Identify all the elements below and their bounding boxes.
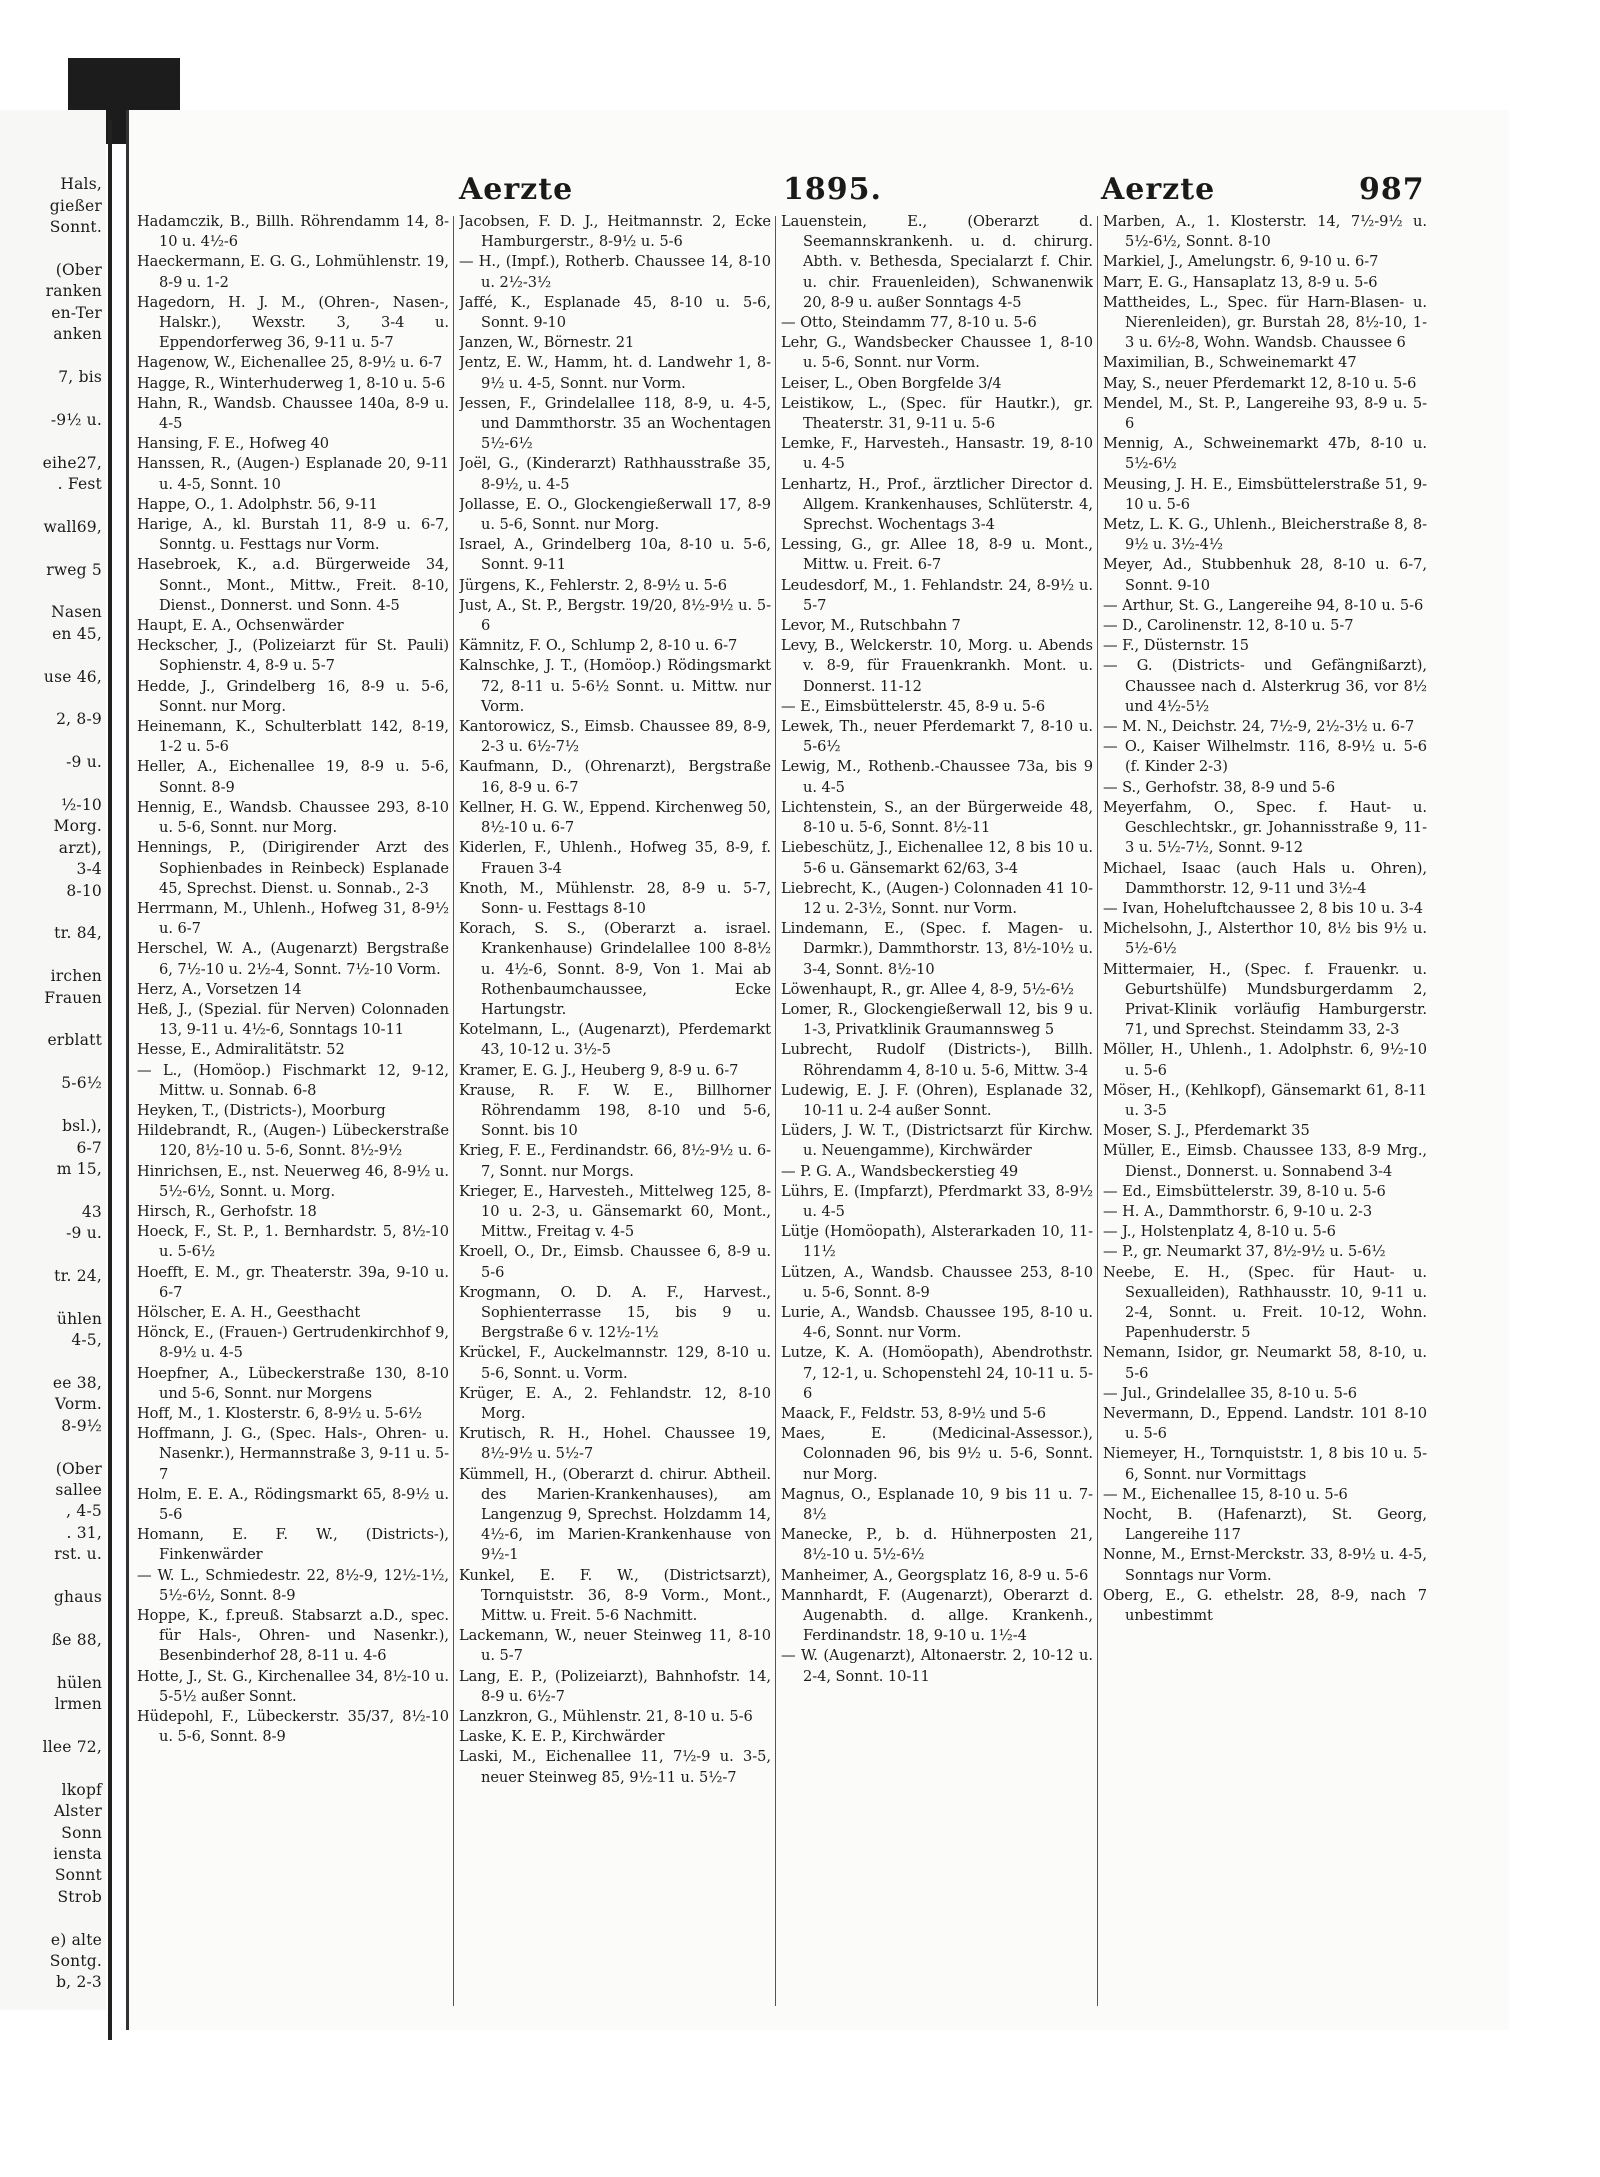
previous-page-fragment: b, 2-3 [56, 1973, 102, 1992]
directory-entry: — D., Carolinenstr. 12, 8-10 u. 5-7 [1103, 617, 1354, 635]
directory-entry: Kantorowicz, S., Eimsb. Chaussee 89, 8-9, 2-3 u. 6½-7½ [459, 718, 771, 756]
directory-entry: Markiel, J., Amelungstr. 6, 9-10 u. 6-7 [1103, 253, 1379, 271]
previous-page-fragment [0, 731, 102, 752]
previous-page-fragment: ranken [45, 282, 102, 301]
previous-page-fragment [0, 110, 102, 131]
directory-entry: Maack, F., Feldstr. 53, 8-9½ und 5-6 [781, 1404, 1046, 1422]
directory-entry: — Arthur, St. G., Langereihe 94, 8-10 u. 5-6 [1103, 596, 1424, 614]
previous-page-fragment: lrmen [54, 1695, 102, 1714]
previous-page-fragment [0, 1245, 102, 1266]
directory-entry: Kaufmann, D., (Ohrenarzt), Bergstraße 16, 8-9 u. 6-7 [459, 758, 771, 796]
directory-entry: — Jul., Grindelallee 35, 8-10 u. 5-6 [1103, 1384, 1358, 1402]
directory-entry: Laski, M., Eichenallee 11, 7½-9 u. 3-5, neuer Steinweg 85, 9½-11 u. 5½-7 [459, 1748, 771, 1786]
directory-entry: Kunkel, E. F. W., (Districtsarzt), Tornquiststr. 36, 8-9 Vorm., Mont., Mittw. u. Freit. 5-6 Nachmitt. [459, 1566, 771, 1625]
directory-entry: Möser, H., (Kehlkopf), Gänsemarkt 61, 8-11 u. 3-5 [1103, 1081, 1427, 1119]
directory-entry: — P., gr. Neumarkt 37, 8½-9½ u. 5-6½ [1103, 1243, 1386, 1261]
directory-entry: Hagenow, W., Eichenallee 25, 8-9½ u. 6-7 [137, 354, 443, 372]
directory-entry: Jollasse, E. O., Glockengießerwall 17, 8-9 u. 5-6, Sonnt. nur Morg. [459, 495, 771, 534]
directory-entry: Harige, A., kl. Burstah 11, 8-9 u. 6-7, Sonntg. u. Festtags nur Vorm. [137, 516, 449, 554]
previous-page-fragment: (Ober [55, 1459, 102, 1478]
directory-entry: Lackemann, W., neuer Steinweg 11, 8-10 u. 5-7 [459, 1627, 771, 1665]
previous-page-fragment: . Fest [57, 474, 102, 493]
directory-entry: — M. N., Deichstr. 24, 7½-9, 2½-3½ u. 6-7 [1103, 718, 1415, 736]
directory-entry: Hasebroek, K., a.d. Bürgerweide 34, Sonnt., Mont., Mittw., Freit. 8-10, Dienst., Donnerst. und Sonn. 4-5 [137, 556, 449, 614]
previous-page-fragment [0, 1715, 102, 1736]
previous-page-fragment: 43 [81, 1202, 102, 1221]
previous-page-fragment [0, 774, 102, 795]
directory-entry: Kümmell, H., (Oberarzt d. chirur. Abtheil. des Marien-Krankenhauses), am Langenzug 9, Sprechst. Holzdamm 14, 4½-6, im Marien-Krankenhause von 9½-1 [459, 1465, 771, 1564]
directory-entry: Lemke, F., Harvesteh., Hansastr. 19, 8-10 u. 4-5 [781, 435, 1093, 473]
directory-entry: Jacobsen, F. D. J., Heitmannstr. 2, Ecke Hamburgerstr., 8-9½ u. 5-6 [459, 213, 771, 251]
directory-entry: Hagge, R., Winterhuderweg 1, 8-10 u. 5-6 [137, 374, 446, 392]
previous-page-fragment: Nasen [51, 603, 102, 622]
directory-entry: Hesse, E., Admiralitätstr. 52 [137, 1041, 345, 1059]
previous-page-fragment: 6-7 [76, 1138, 102, 1157]
directory-entry: Lenhartz, H., Prof., ärztlicher Director d. Allgem. Krankenhauses, Schlüterstr. 4, Sprechst. Wochentags 3-4 [781, 475, 1093, 534]
directory-entry: Magnus, O., Esplanade 10, 9 bis 11 u. 7-8½ [781, 1485, 1093, 1523]
directory-entry: Hagedorn, H. J. M., (Ohren-, Nasen-, Halskr.), Wexstr. 3, 3-4 u. Eppendorferweg 36, 9-11 u. 5-7 [137, 293, 449, 352]
previous-page-fragment: (Ober [55, 260, 102, 279]
directory-entry: Hoff, M., 1. Klosterstr. 6, 8-9½ u. 5-6½ [137, 1404, 422, 1422]
previous-page-fragment: ½-10 [61, 796, 102, 814]
previous-page-fragment: ghaus [53, 1588, 102, 1607]
directory-entry: Lührs, E. (Impfarzt), Pferdmarkt 33, 8-9½ u. 4-5 [781, 1182, 1093, 1220]
directory-entry: Nemann, Isidor, gr. Neumarkt 58, 8-10, u. 5-6 [1103, 1344, 1427, 1382]
directory-entry: Krieger, E., Harvesteh., Mittelweg 125, 8-10 u. 2-3, u. Gänsemarkt 60, Mont., Mittw., Freitag v. 4-5 [459, 1182, 771, 1241]
previous-page-fragment: Sonn [61, 1823, 102, 1842]
previous-page-fragment [0, 1052, 102, 1073]
directory-entry: Janzen, W., Börnestr. 21 [459, 334, 635, 352]
directory-entry: — L., (Homöop.) Fischmarkt 12, 9-12, Mittw. u. Sonnab. 6-8 [137, 1061, 449, 1099]
previous-page-fragment: gießer [49, 196, 102, 215]
directory-entry: Lindemann, E., (Spec. f. Magen- u. Darmkr.), Dammthorstr. 13, 8½-10½ u. 3-4, Sonnt. 8½-10 [781, 920, 1093, 978]
directory-entry: Heß, J., (Spezial. für Nerven) Colonnaden 13, 9-11 u. 4½-6, Sonntags 10-11 [137, 1000, 449, 1039]
directory-entry: Just, A., St. P., Bergstr. 19/20, 8½-9½ u. 5-6 [459, 596, 771, 635]
previous-page-fragments [0, 110, 102, 1994]
previous-page-fragment: 8-10 [66, 881, 102, 900]
directory-entry: Nocht, B. (Hafenarzt), St. Georg, Langereihe 117 [1103, 1506, 1427, 1544]
previous-page-fragment [0, 902, 102, 923]
directory-entry: Müller, E., Eimsb. Chaussee 133, 8-9 Mrg., Dienst., Donnerst. u. Sonnabend 3-4 [1103, 1142, 1427, 1180]
previous-page-fragment: Sontg. [49, 1951, 102, 1970]
column-3 [781, 212, 1093, 2012]
column-4 [1103, 212, 1427, 2012]
previous-page-fragment [0, 1095, 102, 1116]
directory-entry: Michael, Isaac (auch Hals u. Ohren), Dammthorstr. 12, 9-11 und 3½-4 [1103, 859, 1427, 897]
directory-entry: Hanssen, R., (Augen-) Esplanade 20, 9-11 u. 4-5, Sonnt. 10 [137, 455, 449, 493]
column-divider [1097, 216, 1098, 2006]
directory-entry: Homann, E. F. W., (Districts-), Finkenwärder [137, 1526, 449, 1564]
directory-entry: Leudesdorf, M., 1. Fehlandstr. 24, 8-9½ u. 5-7 [781, 576, 1093, 614]
header-right-title: Aerzte [1101, 172, 1216, 207]
previous-page-fragment: e) alte [50, 1930, 102, 1949]
directory-entry: Kiderlen, F., Uhlenh., Hofweg 35, 8-9, f. Frauen 3-4 [459, 839, 771, 877]
directory-entry: Liebrecht, K., (Augen-) Colonnaden 41 10-12 u. 2-3½, Sonnt. nur Vorm. [781, 879, 1093, 917]
directory-entry: Mennig, A., Schweinemarkt 47b, 8-10 u. 5½-6½ [1103, 435, 1427, 473]
previous-page-fragment: rst. u. [54, 1545, 102, 1564]
directory-entry: — G. (Districts- und Gefängnißarzt), Chaussee nach d. Alsterkrug 36, vor 8½ und 4½-5½ [1103, 657, 1427, 715]
directory-entry: Lauenstein, E., (Oberarzt d. Seemannskrankenh. u. d. chirurg. Abth. v. Bethesda, Specialarzt f. Chir. u. chir. Frauenleiden), Schwanenwik 20, 8-9 u. außer Sonntags 4-5 [781, 213, 1093, 311]
page-number: 987 [1359, 172, 1425, 207]
previous-page-fragment: Sonnt [54, 1866, 102, 1885]
directory-entry: Krieg, F. E., Ferdinandstr. 66, 8½-9½ u. 6-7, Sonnt. nur Morgs. [459, 1142, 771, 1180]
directory-entry: Jentz, E. W., Hamm, ht. d. Landwehr 1, 8-9½ u. 4-5, Sonnt. nur Vorm. [459, 354, 771, 392]
directory-entry: — P. G. A., Wandsbeckerstieg 49 [781, 1162, 1019, 1180]
previous-page-fragment: ühlen [56, 1309, 102, 1328]
directory-entry: Herrmann, M., Uhlenh., Hofweg 31, 8-9½ u. 6-7 [137, 899, 449, 938]
previous-page-fragment: 7, bis [58, 367, 102, 386]
directory-entry: Levor, M., Rutschbahn 7 [781, 617, 961, 635]
directory-entry: Joël, G., (Kinderarzt) Rathhausstraße 35, 8-9½, u. 4-5 [459, 455, 771, 493]
previous-page-fragment: eihe27, [42, 453, 102, 472]
directory-entry: Lomer, R., Glockengießerwall 12, bis 9 u. 1-3, Privatklinik Graumannsweg 5 [781, 1000, 1093, 1039]
previous-page-fragment: hülen [56, 1673, 102, 1692]
directory-entry: Nonne, M., Ernst-Merckstr. 33, 8-9½ u. 4-5, Sonntags nur Vorm. [1103, 1546, 1427, 1584]
directory-entry: Kroell, O., Dr., Eimsb. Chaussee 6, 8-9 u. 5-6 [459, 1243, 771, 1281]
directory-entry: Maximilian, B., Schweinemarkt 47 [1103, 354, 1357, 372]
previous-page-fragment [0, 1566, 102, 1587]
directory-entry: Hedde, J., Grindelberg 16, 8-9 u. 5-6, Sonnt. nur Morg. [137, 677, 449, 715]
physician-listing [137, 212, 1427, 2012]
directory-entry: Marben, A., 1. Klosterstr. 14, 7½-9½ u. 5½-6½, Sonnt. 8-10 [1103, 213, 1427, 251]
previous-page-fragment: Alster [53, 1802, 102, 1821]
previous-page-fragment: -9½ u. [50, 410, 102, 429]
previous-page-fragment: Morg. [53, 817, 102, 836]
directory-entry: Manecke, P., b. d. Hühnerposten 21, 8½-10 u. 5½-6½ [781, 1526, 1093, 1564]
directory-entry: Hoffmann, J. G., (Spec. Hals-, Ohren- u. Nasenkr.), Hermannstraße 3, 9-11 u. 5-7 [137, 1425, 449, 1483]
directory-entry: Kellner, H. G. W., Eppend. Kirchenweg 50, 8½-10 u. 6-7 [459, 798, 771, 837]
directory-entry: Jürgens, K., Fehlerstr. 2, 8-9½ u. 5-6 [459, 576, 727, 594]
directory-entry: Hennings, P., (Dirigirender Arzt des Sophienbades in Reinbeck) Esplanade 45, Sprechst. Dienst. u. Sonnab., 2-3 [137, 839, 449, 897]
previous-page-fragment: irchen [50, 967, 102, 986]
previous-page-fragment [0, 131, 102, 152]
column-2 [459, 212, 771, 2012]
directory-entry: Kramer, E. G. J., Heuberg 9, 8-9 u. 6-7 [459, 1061, 739, 1079]
directory-entry: Leistikow, L., (Spec. für Hautkr.), gr. Theaterstr. 31, 9-11 u. 5-6 [781, 394, 1093, 433]
directory-entry: Knoth, M., Mühlenstr. 28, 8-9 u. 5-7, Sonn- u. Festtags 8-10 [459, 879, 771, 917]
previous-page-fragment: Hals, [60, 175, 102, 194]
previous-page-fragment [0, 153, 102, 174]
directory-entry: — Ed., Eimsbüttelerstr. 39, 8-10 u. 5-6 [1103, 1182, 1386, 1200]
previous-page-fragment: Sonnt. [49, 218, 102, 237]
previous-page-fragment: ee 38, [52, 1373, 102, 1392]
directory-entry: Lichtenstein, S., an der Bürgerweide 48, 8-10 u. 5-6, Sonnt. 8½-11 [781, 798, 1093, 837]
directory-entry: Leiser, L., Oben Borgfelde 3/4 [781, 374, 1002, 392]
previous-page-fragment: rweg 5 [46, 560, 102, 579]
directory-entry: Hinrichsen, E., nst. Neuerweg 46, 8-9½ u. 5½-6½, Sonnt. u. Morg. [137, 1162, 449, 1200]
previous-page-fragment: 4-5, [71, 1331, 102, 1350]
directory-entry: Hüdepohl, F., Lübeckerstr. 35/37, 8½-10 u. 5-6, Sonnt. 8-9 [137, 1708, 449, 1746]
previous-page-edge [0, 110, 106, 2010]
directory-entry: Hölscher, E. A. H., Geesthacht [137, 1303, 361, 1321]
directory-entry: Mannhardt, F. (Augenarzt), Oberarzt d. Augenabth. d. allge. Krankenh., Ferdinandstr. 18, 9-10 u. 1½-4 [781, 1586, 1093, 1645]
directory-entry: Lanzkron, G., Mühlenstr. 21, 8-10 u. 5-6 [459, 1708, 753, 1726]
directory-entry: Lurie, A., Wandsb. Chaussee 195, 8-10 u. 4-6, Sonnt. nur Vorm. [781, 1303, 1093, 1342]
directory-entry: — E., Eimsbüttelerstr. 45, 8-9 u. 5-6 [781, 697, 1046, 715]
previous-page-fragment [0, 645, 102, 666]
previous-page-fragment: ße 88, [51, 1630, 102, 1649]
directory-entry: Haeckermann, E. G. G., Lohmühlenstr. 19, 8-9 u. 1-2 [137, 253, 449, 291]
directory-entry: Krückel, F., Auckelmannstr. 129, 8-10 u. 5-6, Sonnt. u. Vorm. [459, 1344, 771, 1382]
directory-entry: Kämnitz, F. O., Schlump 2, 8-10 u. 6-7 [459, 637, 738, 655]
directory-entry: Lehr, G., Wandsbecker Chaussee 1, 8-10 u. 5-6, Sonnt. nur Vorm. [781, 334, 1093, 372]
directory-entry: Meyer, Ad., Stubbenhuk 28, 8-10 u. 6-7, Sonnt. 9-10 [1103, 556, 1427, 594]
previous-page-fragment: . 31, [66, 1523, 102, 1542]
header-left-title: Aerzte [459, 172, 574, 207]
previous-page-fragment: 3-4 [76, 860, 102, 879]
directory-entry: Kotelmann, L., (Augenarzt), Pferdemarkt 43, 10-12 u. 3½-5 [459, 1021, 771, 1059]
column-1 [137, 212, 449, 2012]
book-gutter [108, 120, 112, 2040]
column-divider [775, 216, 776, 2006]
directory-entry: Kalnschke, J. T., (Homöop.) Rödingsmarkt 72, 8-11 u. 5-6½ Sonnt. u. Mittw. nur Vorm. [459, 657, 771, 715]
directory-entry: Löwenhaupt, R., gr. Allee 4, 8-9, 5½-6½ [781, 980, 1074, 998]
previous-page-fragment [0, 581, 102, 602]
previous-page-fragment [0, 688, 102, 709]
directory-entry: Korach, S. S., (Oberarzt a. israel. Krankenhause) Grindelallee 100 8-8½ u. 4½-6, Sonnt. 8-9, Von 1. Mai ab Rothenbaumchaussee, Ecke Hartungstr. [459, 920, 771, 1018]
previous-page-fragment: iensta [53, 1844, 102, 1863]
previous-page-fragment [0, 1009, 102, 1030]
previous-page-fragment [0, 431, 102, 452]
directory-entry: Moser, S. J., Pferdemarkt 35 [1103, 1122, 1310, 1140]
directory-entry: Mattheides, L., Spec. für Harn-Blasen- u. Nierenleiden), gr. Burstah 28, 8½-10, 1-3 u. 6½-8, Wohn. Wandsb. Chaussee 6 [1103, 293, 1427, 352]
directory-entry: Jaffé, K., Esplanade 45, 8-10 u. 5-6, Sonnt. 9-10 [459, 293, 771, 332]
directory-entry: Heinemann, K., Schulterblatt 142, 8-19, 1-2 u. 5-6 [137, 718, 449, 756]
previous-page-fragment: Strob [57, 1887, 102, 1906]
directory-entry: Hennig, E., Wandsb. Chaussee 293, 8-10 u. 5-6, Sonnt. nur Morg. [137, 798, 449, 837]
previous-page-fragment: 8-9½ [61, 1416, 102, 1435]
directory-entry: Lewig, M., Rothenb.-Chaussee 73a, bis 9 u. 4-5 [781, 758, 1093, 796]
previous-page-fragment: use 46, [43, 667, 102, 686]
previous-page-fragment [0, 1437, 102, 1458]
directory-entry: Hirsch, R., Gerhofstr. 18 [137, 1202, 317, 1220]
directory-entry: Hoppe, K., f.preuß. Stabsarzt a.D., spec. für Hals-, Ohren- und Nasenkr.), Besenbinderhof 28, 8-11 u. 4-6 [137, 1607, 449, 1665]
directory-entry: — Ivan, Hoheluftchaussee 2, 8 bis 10 u. 3-4 [1103, 899, 1423, 917]
directory-entry: — F., Düsternstr. 15 [1103, 637, 1250, 655]
previous-page-fragment [0, 1758, 102, 1779]
previous-page-fragment [0, 388, 102, 409]
directory-entry: Jessen, F., Grindelallee 118, 8-9, u. 4-5, und Dammthorstr. 35 an Wochentagen 5½-6½ [459, 394, 771, 453]
previous-page-fragment [0, 238, 102, 259]
previous-page-fragment: en 45, [52, 624, 102, 643]
directory-entry: — S., Gerhofstr. 38, 8-9 und 5-6 [1103, 778, 1336, 796]
previous-page-fragment: llee 72, [42, 1737, 102, 1756]
directory-entry: Happe, O., 1. Adolphstr. 56, 9-11 [137, 495, 378, 513]
directory-entry: Ludewig, E. J. F. (Ohren), Esplanade 32, 10-11 u. 2-4 außer Sonnt. [781, 1081, 1093, 1119]
directory-page [126, 110, 1509, 2030]
directory-entry: Liebeschütz, J., Eichenallee 12, 8 bis 10 u. 5-6 u. Gänsemarkt 62/63, 3-4 [781, 839, 1093, 877]
directory-entry: Lützen, A., Wandsb. Chaussee 253, 8-10 u. 5-6, Sonnt. 8-9 [781, 1263, 1093, 1301]
directory-entry: Lutze, K. A. (Homöopath), Abendrothstr. 7, 12-1, u. Schopenstehl 24, 10-11 u. 5-6 [781, 1344, 1093, 1402]
directory-entry: Möller, H., Uhlenh., 1. Adolphstr. 6, 9½-10 u. 5-6 [1103, 1041, 1427, 1079]
directory-entry: May, S., neuer Pferdemarkt 12, 8-10 u. 5-6 [1103, 374, 1417, 392]
previous-page-fragment: 5-6½ [61, 1074, 102, 1093]
previous-page-fragment: erblatt [47, 1031, 102, 1050]
directory-entry: Herschel, W. A., (Augenarzt) Bergstraße 6, 7½-10 u. 2½-4, Sonnt. 7½-10 Vorm. [137, 940, 449, 978]
previous-page-fragment: , 4-5 [66, 1502, 102, 1521]
directory-entry: — O., Kaiser Wilhelmstr. 116, 8-9½ u. 5-6 (f. Kinder 2-3) [1103, 738, 1427, 776]
previous-page-fragment: bsl.), [62, 1117, 102, 1136]
previous-page-fragment [0, 1180, 102, 1201]
directory-entry: Metz, L. K. G., Uhlenh., Bleicherstraße 8, 8-9½ u. 3½-4½ [1103, 516, 1427, 554]
previous-page-fragment: 2, 8-9 [56, 710, 102, 729]
directory-entry: — M., Eichenallee 15, 8-10 u. 5-6 [1103, 1485, 1348, 1503]
directory-entry: Haupt, E. A., Ochsenwärder [137, 617, 344, 635]
directory-entry: — J., Holstenplatz 4, 8-10 u. 5-6 [1103, 1223, 1336, 1241]
previous-page-fragment [0, 345, 102, 366]
directory-entry: Neebe, E. H., (Spec. für Haut- u. Sexualleiden), Rathhausstr. 10, 9-11 u. 2-4, Sonnt. u. Freit. 10-12, Wohn. Papenhuderstr. 5 [1103, 1263, 1427, 1342]
directory-entry: Herz, A., Vorsetzen 14 [137, 980, 302, 998]
directory-entry: Heyken, T., (Districts-), Moorburg [137, 1101, 386, 1119]
directory-entry: Krause, R. F. W. E., Billhorner Röhrendamm 198, 8-10 und 5-6, Sonnt. bis 10 [459, 1081, 771, 1140]
previous-page-fragment: -9 u. [66, 1224, 102, 1243]
previous-page-fragment: Frauen [44, 988, 102, 1007]
directory-entry: Krutisch, R. H., Hohel. Chaussee 19, 8½-9½ u. 5½-7 [459, 1425, 771, 1463]
previous-page-fragment: anken [53, 325, 102, 344]
directory-entry: Michelsohn, J., Alsterthor 10, 8½ bis 9½ u. 5½-6½ [1103, 920, 1427, 958]
previous-page-fragment: sallee [55, 1481, 102, 1499]
directory-entry: Mittermaier, H., (Spec. f. Frauenkr. u. Geburtshülfe) Mundsburgerdamm 2, Privat-Klinik vorläufig Hamburgerstr. 71, und Sprechst. Steindamm 33, 2-3 [1103, 960, 1427, 1039]
directory-entry: Hahn, R., Wandsb. Chaussee 140a, 8-9 u. 4-5 [137, 394, 449, 433]
directory-entry: Laske, K. E. P., Kirchwärder [459, 1728, 665, 1746]
directory-entry: Manheimer, A., Georgsplatz 16, 8-9 u. 5-6 [781, 1566, 1089, 1584]
directory-entry: Hönck, E., (Frauen-) Gertrudenkirchhof 9, 8-9½ u. 4-5 [137, 1324, 449, 1362]
previous-page-fragment: lkopf [61, 1780, 102, 1799]
directory-entry: Oberg, E., G. ethelstr. 28, 8-9, nach 7 unbestimmt [1103, 1586, 1427, 1625]
directory-entry: — W. L., Schmiedestr. 22, 8½-9, 12½-1½, 5½-6½, Sonnt. 8-9 [137, 1566, 449, 1604]
directory-entry: Hoefft, E. M., gr. Theaterstr. 39a, 9-10 u. 6-7 [137, 1263, 449, 1301]
previous-page-fragment: tr. 84, [54, 924, 102, 943]
previous-page-fragment: en-Ter [51, 303, 102, 322]
previous-page-fragment [0, 1908, 102, 1929]
previous-page-fragment [0, 1287, 102, 1308]
directory-entry: Levy, B., Welckerstr. 10, Morg. u. Abends v. 8-9, für Frauenkrankh. Mont. u. Donnerst. 11-12 [781, 637, 1093, 695]
directory-entry: Lubrecht, Rudolf (Districts-), Billh. Röhrendamm 4, 8-10 u. 5-6, Mittw. 3-4 [781, 1041, 1093, 1079]
directory-entry: Hansing, F. E., Hofweg 40 [137, 435, 330, 453]
previous-page-fragment: wall69, [43, 517, 102, 536]
column-divider [453, 216, 454, 2006]
previous-page-fragment [0, 495, 102, 516]
directory-entry: Maes, E. (Medicinal-Assessor.), Colonnaden 96, bis 9½ u. 5-6, Sonnt. nur Morg. [781, 1425, 1093, 1483]
previous-page-fragment: tr. 24, [54, 1266, 102, 1285]
directory-entry: Lessing, G., gr. Allee 18, 8-9 u. Mont., Mittw. u. Freit. 6-7 [781, 536, 1093, 574]
header-year: 1895. [783, 172, 882, 207]
directory-entry: Lewek, Th., neuer Pferdemarkt 7, 8-10 u. 5-6½ [781, 718, 1093, 756]
directory-entry: Holm, E. E. A., Rödingsmarkt 65, 8-9½ u. 5-6 [137, 1485, 449, 1523]
directory-entry: Hotte, J., St. G., Kirchenallee 34, 8½-10 u. 5-5½ außer Sonnt. [137, 1667, 449, 1705]
directory-entry: Hoepfner, A., Lübeckerstraße 130, 8-10 und 5-6, Sonnt. nur Morgens [137, 1364, 449, 1402]
directory-entry: Hildebrandt, R., (Augen-) Lübeckerstraße 120, 8½-10 u. 5-6, Sonnt. 8½-9½ [137, 1122, 449, 1160]
directory-entry: — H., (Impf.), Rotherb. Chaussee 14, 8-10 u. 2½-3½ [459, 253, 771, 291]
directory-entry: Lüders, J. W. T., (Districtsarzt für Kirchw. u. Neuengamme), Kirchwärder [781, 1122, 1093, 1160]
previous-page-fragment: arzt), [58, 838, 102, 857]
directory-entry: Marr, E. G., Hansaplatz 13, 8-9 u. 5-6 [1103, 273, 1378, 291]
previous-page-fragment: m 15, [56, 1159, 102, 1178]
directory-entry: Krüger, E. A., 2. Fehlandstr. 12, 8-10 Morg. [459, 1384, 771, 1422]
directory-entry: Mendel, M., St. P., Langereihe 93, 8-9 u. 5-6 [1103, 394, 1427, 433]
directory-entry: Hoeck, F., St. P., 1. Bernhardstr. 5, 8½-10 u. 5-6½ [137, 1223, 449, 1261]
previous-page-fragment [0, 945, 102, 966]
directory-entry: — H. A., Dammthorstr. 6, 9-10 u. 2-3 [1103, 1202, 1373, 1220]
directory-entry: Nevermann, D., Eppend. Landstr. 101 8-10 u. 5-6 [1103, 1404, 1427, 1443]
directory-entry: Lütje (Homöopath), Alsterarkaden 10, 11-11½ [781, 1223, 1093, 1261]
directory-entry: Meusing, J. H. E., Eimsbüttelerstraße 51, 9-10 u. 5-6 [1103, 475, 1427, 513]
previous-page-fragment [0, 1608, 102, 1629]
directory-entry: — Otto, Steindamm 77, 8-10 u. 5-6 [781, 314, 1037, 332]
directory-entry: Israel, A., Grindelberg 10a, 8-10 u. 5-6, Sonnt. 9-11 [459, 536, 771, 574]
directory-entry: Hadamczik, B., Billh. Röhrendamm 14, 8-10 u. 4½-6 [137, 213, 449, 251]
previous-page-fragment: -9 u. [66, 753, 102, 772]
previous-page-fragment [0, 538, 102, 559]
directory-entry: Niemeyer, H., Tornquiststr. 1, 8 bis 10 u. 5-6, Sonnt. nur Vormittags [1103, 1445, 1427, 1483]
previous-page-fragment: Vorm. [54, 1395, 102, 1414]
directory-entry: Krogmann, O. D. A. F., Harvest., Sophienterrasse 15, bis 9 u. Bergstraße 6 v. 12½-1½ [459, 1283, 771, 1342]
directory-entry: — W. (Augenarzt), Altonaerstr. 2, 10-12 u. 2-4, Sonnt. 10-11 [781, 1647, 1093, 1685]
directory-entry: Lang, E. P., (Polizeiarzt), Bahnhofstr. 14, 8-9 u. 6½-7 [459, 1667, 771, 1705]
directory-entry: Heckscher, J., (Polizeiarzt für St. Pauli) Sophienstr. 4, 8-9 u. 5-7 [137, 637, 449, 675]
directory-entry: Heller, A., Eichenallee 19, 8-9 u. 5-6, Sonnt. 8-9 [137, 758, 449, 796]
directory-entry: Meyerfahm, O., Spec. f. Haut- u. Geschlechtskr., gr. Johannisstraße 9, 11-3 u. 5½-7½, Sonnt. 9-12 [1103, 798, 1427, 857]
previous-page-fragment [0, 1352, 102, 1373]
previous-page-fragment [0, 1651, 102, 1672]
